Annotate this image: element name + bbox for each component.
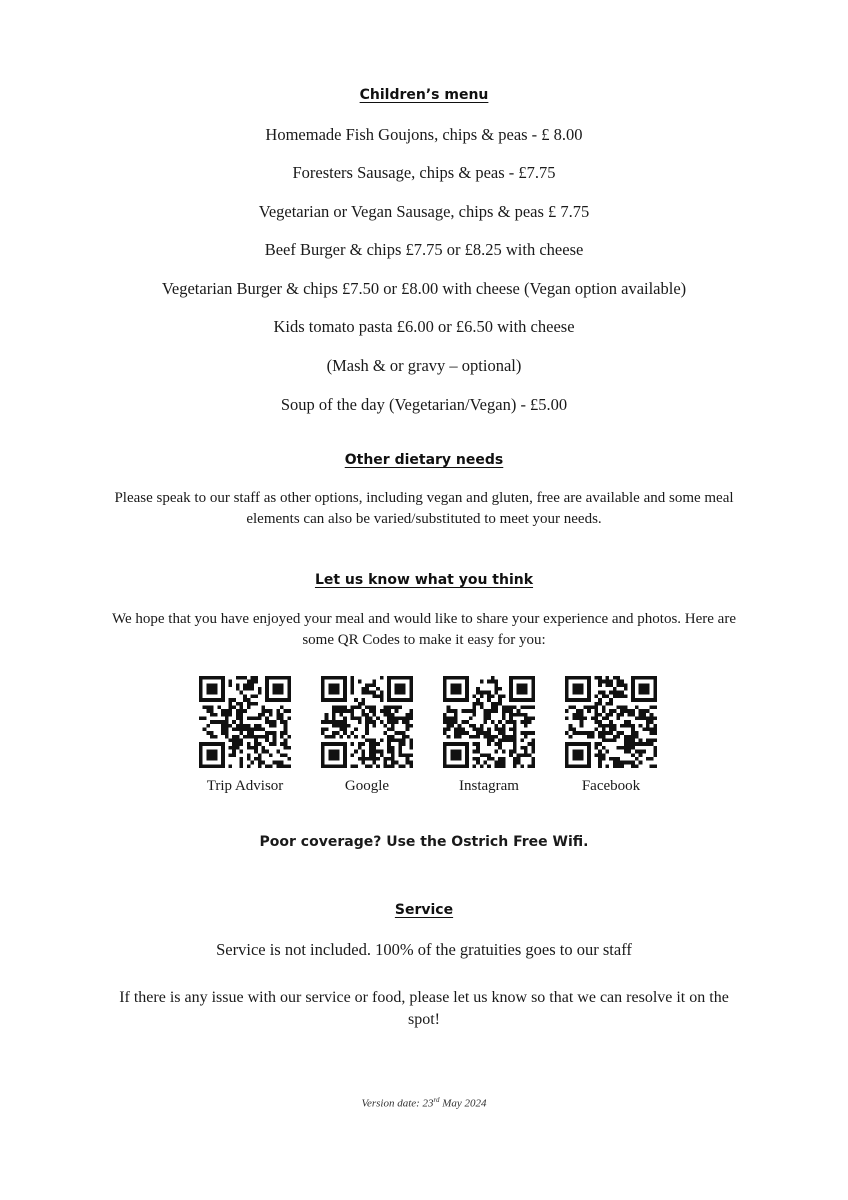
menu-item-sausage: Foresters Sausage, chips & peas - £7.75 — [292, 163, 556, 182]
dietary-heading: Other dietary needs — [344, 452, 504, 468]
version-date-prefix: Version date: 23 — [361, 1097, 434, 1110]
qr-label-facebook: Facebook — [581, 778, 641, 794]
feedback-heading: Let us know what you think — [314, 572, 534, 588]
wifi-note: Poor coverage? Use the Ostrich Free Wifi. — [259, 834, 589, 850]
menu-item-tomato-pasta: Kids tomato pasta £6.00 or £6.50 with cheese — [273, 317, 575, 336]
service-heading: Service — [394, 902, 454, 918]
childrens-menu-heading: Children’s menu — [359, 87, 489, 103]
menu-item-fish-goujons: Homemade Fish Goujons, chips & peas - £ 8.00 — [265, 125, 583, 144]
qr-label-instagram: Instagram — [459, 778, 519, 794]
menu-item-veg-sausage: Vegetarian or Vegan Sausage, chips & peas £ 7.75 — [258, 202, 590, 221]
qr-facebook[interactable] — [563, 676, 659, 795]
qr-code-icon[interactable] — [321, 676, 413, 768]
menu-item-veg-burger: Vegetarian Burger & chips £7.50 or £8.00 with cheese (Vegan option available) — [161, 279, 687, 298]
qr-google[interactable] — [319, 676, 415, 795]
dietary-text: Please speak to our staff as other options, including vegan and gluten, free are available and some meal elements can also be varied/substituted to meet your needs. — [114, 490, 734, 527]
version-date — [0, 1096, 848, 1110]
menu-item-soup: Soup of the day (Vegetarian/Vegan) - £5.00 — [280, 395, 568, 414]
qr-code-icon[interactable] — [199, 676, 291, 768]
qr-code-icon[interactable] — [443, 676, 535, 768]
service-line-issues: If there is any issue with our service or food, please let us know so that we can resolve it on the spot! — [119, 989, 729, 1028]
qr-label-tripadvisor: Trip Advisor — [206, 778, 284, 794]
version-date-ordinal: rd — [433, 1096, 440, 1104]
menu-item-beef-burger: Beef Burger & chips £7.75 or £8.25 with cheese — [264, 240, 584, 259]
feedback-text: We hope that you have enjoyed your meal and would like to share your experience and photos. Here are some QR Codes to make it easy for you: — [112, 611, 736, 648]
qr-instagram[interactable] — [441, 676, 537, 795]
version-date-suffix: May 2024 — [439, 1097, 487, 1110]
service-line-gratuities: Service is not included. 100% of the gratuities goes to our staff — [216, 940, 632, 959]
qr-tripadvisor[interactable] — [197, 676, 293, 795]
menu-item-mash-gravy: (Mash & or gravy – optional) — [326, 356, 522, 375]
qr-label-google: Google — [344, 778, 390, 794]
qr-code-icon[interactable] — [565, 676, 657, 768]
